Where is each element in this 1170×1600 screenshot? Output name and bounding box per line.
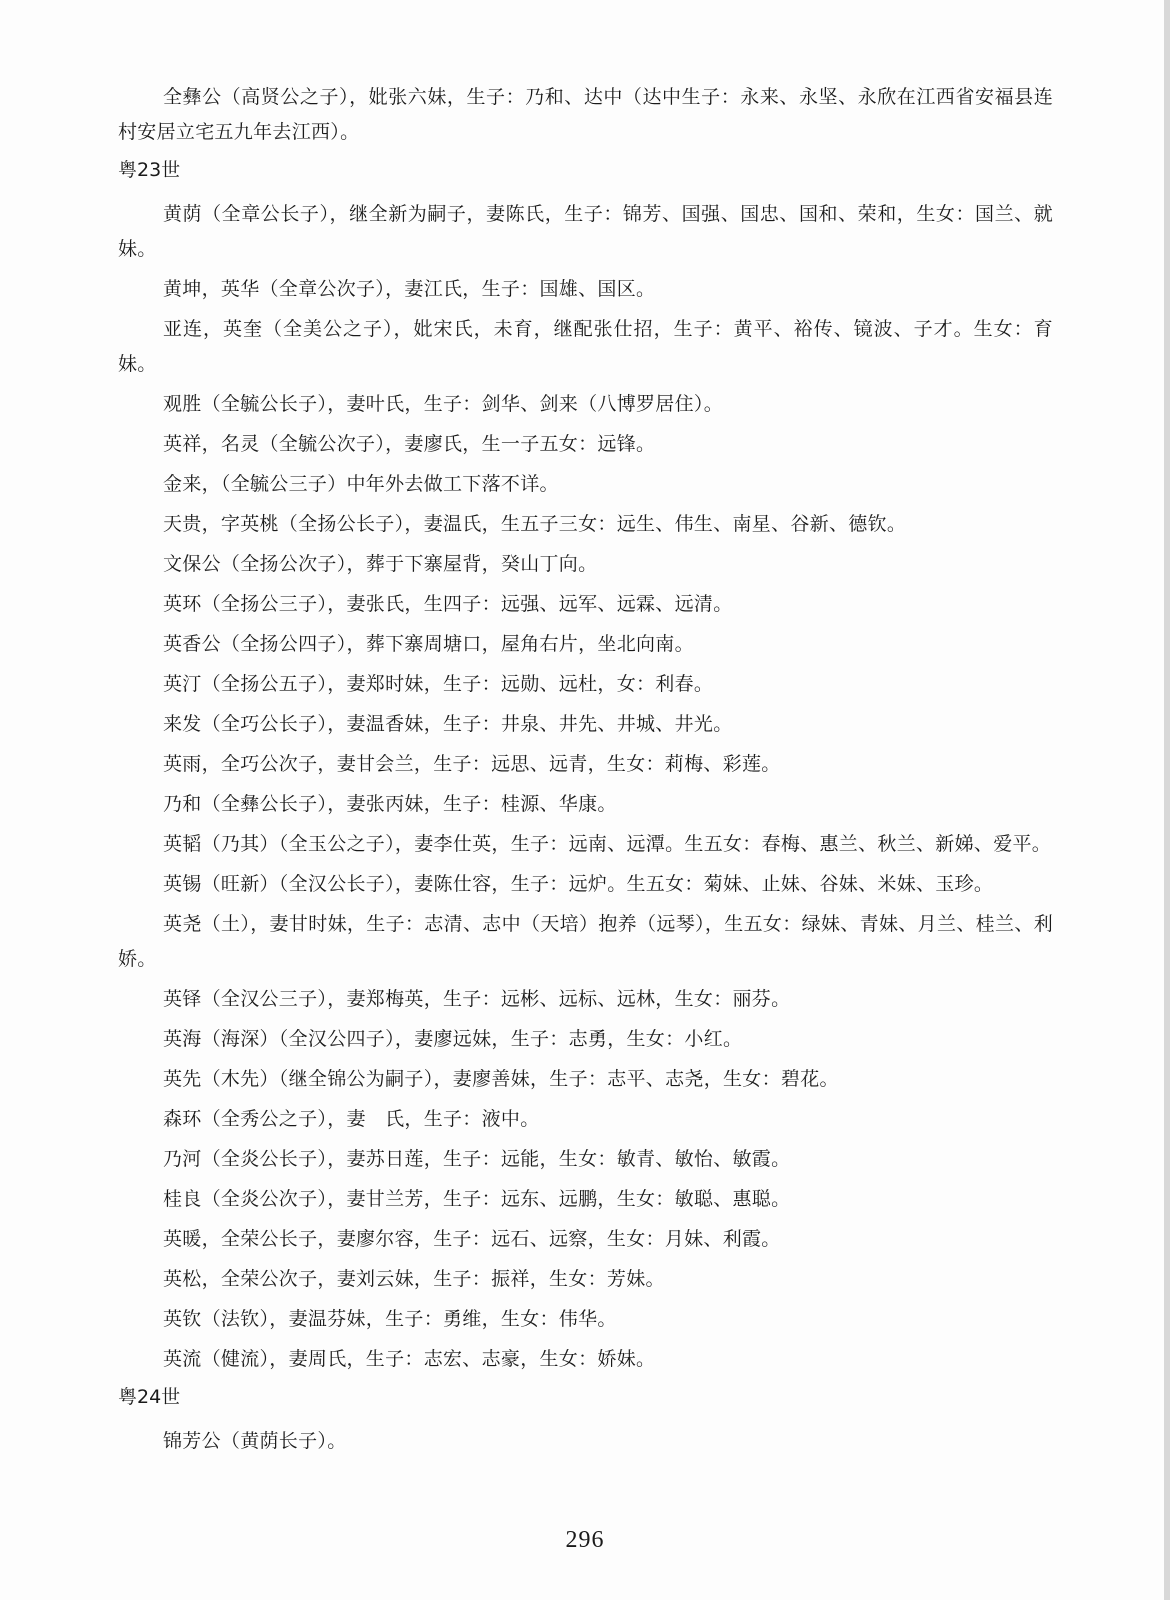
genealogy-entry: 英汀（全扬公五子），妻郑时妹，生子：远勋、远杜，女：利春。	[163, 673, 714, 695]
generation-heading-23: 粤23世	[118, 159, 181, 181]
genealogy-entry: 英韬（乃其）（全玉公之子），妻李仕英，生子：远南、远潭。生五女：春梅、惠兰、秋兰、新娣、爱平。	[163, 833, 1052, 855]
genealogy-entry: 英暖，全荣公长子，妻廖尔容，生子：远石、远察，生女：月妹、利霞。	[163, 1228, 781, 1250]
genealogy-entry: 桂良（全炎公次子），妻甘兰芳，生子：远东、远鹏，生女：敏聪、惠聪。	[163, 1188, 791, 1210]
genealogy-entry: 森环（全秀公之子），妻 氏，生子：液中。	[163, 1108, 540, 1130]
genealogy-entry: 金来，（全毓公三子）中年外去做工下落不详。	[163, 473, 559, 495]
page-number: 296	[565, 1527, 605, 1553]
generation-heading-24: 粤24世	[118, 1386, 181, 1408]
genealogy-entry: 英尧（土），妻甘时妹，生子：志清、志中（天培）抱养（远琴），生五女：绿妹、青妹、月兰、桂兰、利娇。	[118, 913, 1053, 970]
genealogy-entry: 英祥，名灵（全毓公次子），妻廖氏，生一子五女：远锋。	[163, 433, 656, 455]
generation-24-section	[118, 1424, 1053, 1459]
genealogy-entry: 英松，全荣公次子，妻刘云妹，生子：振祥，生女：芳妹。	[163, 1268, 665, 1290]
genealogy-entry: 英锡（旺新）（全汉公长子），妻陈仕容，生子：远炉。生五女：菊妹、止妹、谷妹、米妹、玉珍。	[163, 873, 994, 895]
genealogy-entry: 英海（海深）（全汉公四子），妻廖远妹，生子：志勇，生女：小红。	[163, 1028, 743, 1050]
genealogy-entry: 英先（木先）（继全锦公为嗣子），妻廖善妹，生子：志平、志尧，生女：碧花。	[163, 1068, 839, 1090]
genealogy-entry: 文保公（全扬公次子），葬于下寨屋背，癸山丁向。	[163, 553, 598, 575]
genealogy-entry: 英香公（全扬公四子），葬下寨周塘口，屋角右片，坐北向南。	[163, 633, 694, 655]
genealogy-entry: 英铎（全汉公三子），妻郑梅英，生子：远彬、远标、远林，生女：丽芬。	[163, 988, 791, 1010]
genealogy-entry: 来发（全巧公长子），妻温香妹，生子：井泉、井先、井城、井光。	[163, 713, 733, 735]
generation-23-section	[118, 197, 1053, 1377]
genealogy-entry: 英环（全扬公三子），妻张氏，生四子：远强、远军、远霖、远清。	[163, 593, 733, 615]
genealogy-entry: 英流（健流），妻周氏，生子：志宏、志豪，生女：娇妹。	[163, 1348, 656, 1370]
intro-section	[118, 80, 1053, 150]
genealogy-entry: 英雨，全巧公次子，妻甘会兰，生子：远思、远青，生女：莉梅、彩莲。	[163, 753, 781, 775]
genealogy-entry: 英钦（法钦），妻温芬妹，生子：勇维，生女：伟华。	[163, 1308, 617, 1330]
paragraph-intro: 全彝公（高贤公之子），妣张六妹，生子：乃和、达中（达中生子：永来、永坚、永欣在江西省安福县连村安居立宅五九年去江西）。	[118, 86, 1053, 143]
genealogy-entry: 亚连，英奎（全美公之子），妣宋氏，未育，继配张仕招，生子：黄平、裕传、镜波、子才。生女：育妹。	[118, 318, 1053, 375]
genealogy-entry: 锦芳公（黄荫长子）。	[163, 1430, 347, 1452]
genealogy-entry: 观胜（全毓公长子），妻叶氏，生子：剑华、剑来（八博罗居住）。	[163, 393, 724, 415]
document-body	[118, 80, 1053, 1464]
genealogy-entry: 黄坤，英华（全章公次子），妻江氏，生子：国雄、国区。	[163, 278, 656, 300]
genealogy-entry: 乃河（全炎公长子），妻苏日莲，生子：远能，生女：敏青、敏怡、敏霞。	[163, 1148, 791, 1170]
genealogy-entry: 黄荫（全章公长子），继全新为嗣子，妻陈氏，生子：锦芳、国强、国忠、国和、荣和，生女：国兰、就妹。	[118, 203, 1053, 260]
page-edge-shadow	[1164, 0, 1170, 1600]
genealogy-entry: 乃和（全彝公长子），妻张丙妹，生子：桂源、华康。	[163, 793, 617, 815]
genealogy-entry: 天贵，字英桃（全扬公长子），妻温氏，生五子三女：远生、伟生、南星、谷新、德钦。	[163, 513, 907, 535]
